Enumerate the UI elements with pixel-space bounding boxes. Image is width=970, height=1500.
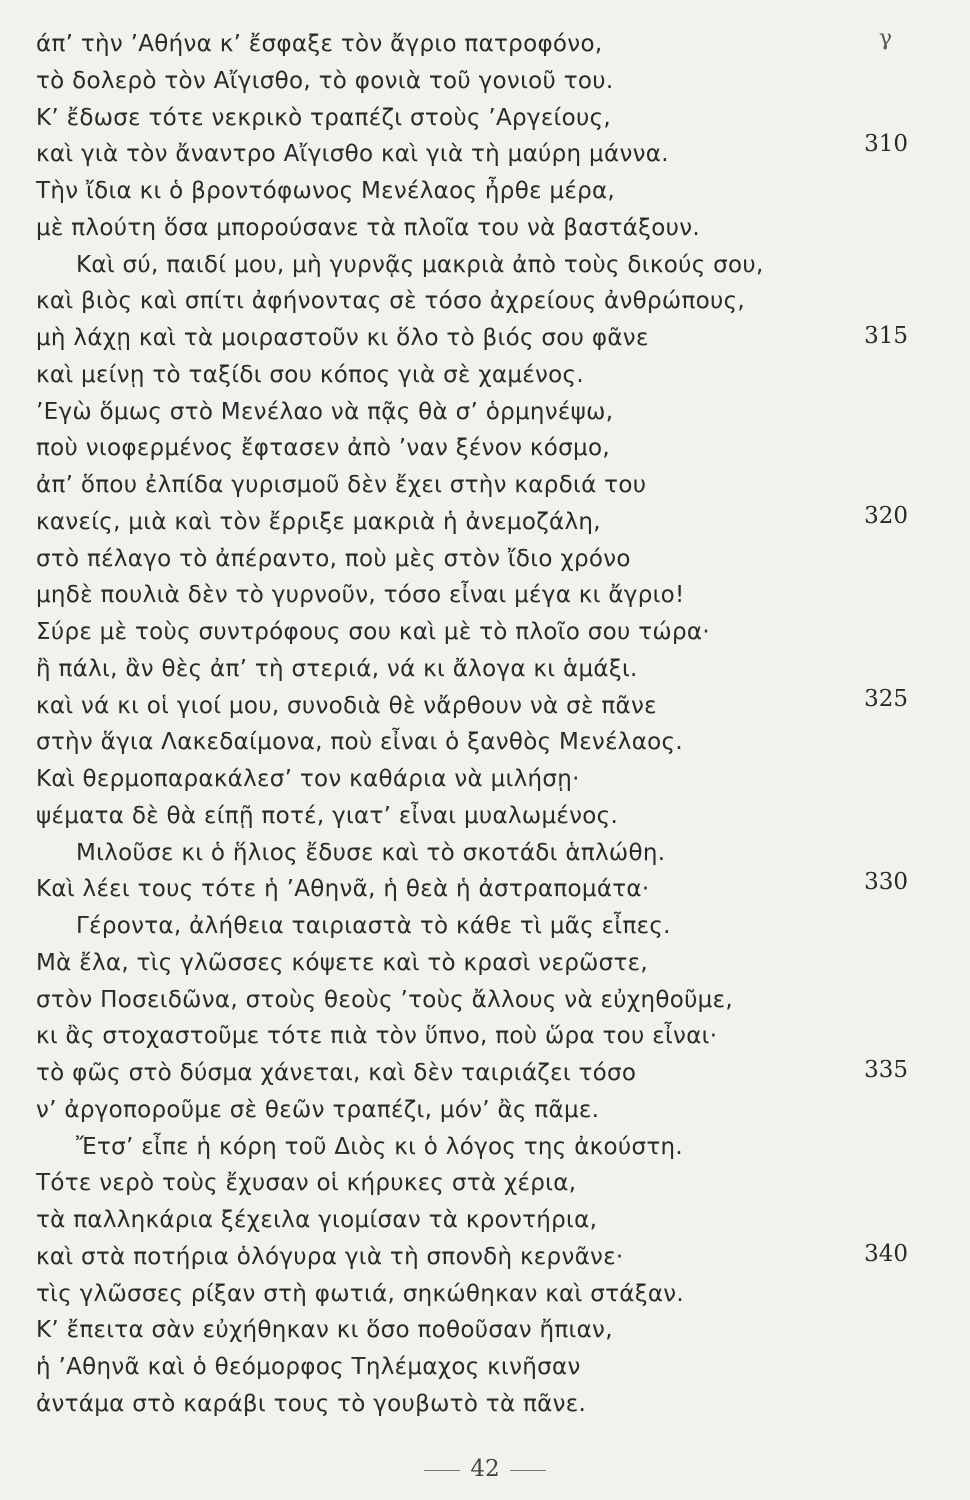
- poem-line: Κ’ ἔπειτα σὰν εὐχήθηκαν κι ὅσο ποθοῦσαν ἤπιαν,: [36, 1317, 613, 1343]
- poem-line: ψέματα δὲ θὰ είπῇ ποτέ, γιατ’ εἶναι μυαλωμένος.: [36, 803, 619, 829]
- poem-line: ’Εγὼ ὅμως στὸ Μενέλαο νὰ πᾷς θὰ σ’ ὁρμηνέψω,: [36, 399, 614, 425]
- poem-line: μὲ πλούτη ὅσα μπορούσανε τὰ πλοῖα του νὰ βαστάξουν.: [36, 215, 700, 241]
- line-number: 320: [864, 503, 908, 529]
- poem-line: τὶς γλῶσσες ρίξαν στὴ φωτιά, σηκώθηκαν καὶ στάξαν.: [36, 1281, 685, 1307]
- line-number: 325: [864, 686, 908, 712]
- poem-line: Καὶ λέει τους τότε ἡ ’Αθηνᾶ, ἡ θεὰ ἡ ἀστραπομάτα·: [36, 876, 650, 902]
- poem-line: Γέροντα, ἀλήθεια ταιριαστὰ τὸ κάθε τὶ μᾶς εἶπες.: [76, 913, 671, 939]
- footer-dash-left: [424, 1470, 460, 1471]
- poem-line: Καὶ θερμοπαρακάλεσ’ τον καθάρια νὰ μιλήσῃ·: [36, 766, 580, 792]
- poem-line: ἡ ’Αθηνᾶ καὶ ὁ θεόμορφος Τηλέμαχος κινῆσαν: [36, 1354, 581, 1380]
- poem-line: κι ἂς στοχαστοῦμε τότε πιὰ τὸν ὕπνο, ποὺ ὥρα του εἶναι·: [36, 1023, 718, 1049]
- poem-line: τὰ παλληκάρια ξέχειλα γιομίσαν τὰ κροντήρια,: [36, 1207, 598, 1233]
- poem-line: τὸ δολερὸ τὸν Αἴγισθο, τὸ φονιὰ τοῦ γονιοῦ του.: [36, 68, 614, 94]
- poem-line: τὸ φῶς στὸ δύσμα χάνεται, καὶ δὲν ταιριάζει τόσο: [36, 1060, 637, 1086]
- poem-line: Μιλοῦσε κι ὁ ἥλιος ἔδυσε καὶ τὸ σκοτάδι ἁπλώθη.: [76, 840, 666, 866]
- poem-line: καὶ βιὸς καὶ σπίτι ἀφήνοντας σὲ τόσο ἀχρείους ἀνθρώπους,: [36, 288, 746, 314]
- poem-line: άπ’ τὴν ’Αθήνα κ’ ἔσφαξε τὸν ἄγριο πατροφόνο,: [36, 31, 603, 57]
- poem-line: Ἔτσ’ εἶπε ἡ κόρη τοῦ Διὸς κι ὁ λόγος της ἀκούστη.: [76, 1134, 684, 1160]
- page-number-footer: [0, 1456, 970, 1482]
- poem-line: Τότε νερὸ τοὺς ἔχυσαν οἱ κήρυκες στὰ χέρια,: [36, 1170, 577, 1196]
- poem-line: καὶ νά κι οἱ γιοί μου, συνοδιὰ θὲ νἄρθουν νὰ σὲ πᾶνε: [36, 693, 657, 719]
- poem-line: στὴν ἅγια Λακεδαίμονα, ποὺ εἶναι ὁ ξανθὸς Μενέλαος.: [36, 729, 683, 755]
- poem-line: καὶ στὰ ποτήρια ὁλόγυρα γιὰ τὴ σπονδὴ κερνᾶνε·: [36, 1244, 624, 1270]
- poem-line: Σύρε μὲ τοὺς συντρόφους σου καὶ μὲ τὸ πλοῖο σου τώρα·: [36, 619, 710, 645]
- poem-line: καὶ μείνῃ τὸ ταξίδι σου κόπος γιὰ σὲ χαμένος.: [36, 362, 584, 388]
- poem-line: Καὶ σύ, παιδί μου, μὴ γυρνᾷς μακριὰ ἀπὸ τοὺς δικούς σου,: [76, 252, 764, 278]
- footer-dash-right: [510, 1470, 546, 1471]
- line-number: 340: [864, 1241, 908, 1267]
- poem-line: ἀπ’ ὅπου ἐλπίδα γυρισμοῦ δὲν ἔχει στὴν καρδιά του: [36, 472, 647, 498]
- line-number: 330: [864, 869, 908, 895]
- poem-line: Μὰ ἔλα, τὶς γλῶσσες κόψετε καὶ τὸ κρασὶ νερῶστε,: [36, 950, 649, 976]
- poem-line: στὸν Ποσειδῶνα, στοὺς θεοὺς ’τοὺς ἄλλους νὰ εὐχηθοῦμε,: [36, 987, 733, 1013]
- poem-line: ἢ πάλι, ἂν θὲς ἀπ’ τὴ στεριά, νά κι ἄλογα κι ἁμάξι.: [36, 656, 638, 682]
- line-number: 315: [864, 323, 908, 349]
- poem-line: Κ’ ἔδωσε τότε νεκρικὸ τραπέζι στοὺς ’Αργείους,: [36, 105, 612, 131]
- line-number: 335: [864, 1057, 908, 1083]
- poem-line: ἀντάμα στὸ καράβι τους τὸ γουβωτὸ τὰ πᾶνε.: [36, 1391, 587, 1417]
- poem-line: μηδὲ πουλιὰ δὲν τὸ γυρνοῦν, τόσο εἶναι μέγα κι ἄγριο!: [36, 582, 685, 608]
- poem-line: ν’ ἀργοποροῦμε σὲ θεῶν τραπέζι, μόν’ ἂς πᾶμε.: [36, 1097, 600, 1123]
- poem-line: ποὺ νιοφερμένος ἔφτασεν ἀπὸ ’ναν ξένον κόσμο,: [36, 435, 610, 461]
- corner-mark: γ: [878, 26, 892, 51]
- poem-line: καὶ γιὰ τὸν ἄναντρο Αἴγισθο καὶ γιὰ τὴ μαύρη μάννα.: [36, 141, 669, 167]
- poem-line: κανείς, μιὰ καὶ τὸν ἔρριξε μακριὰ ἡ ἀνεμοζάλη,: [36, 509, 601, 535]
- line-number: 310: [864, 131, 908, 157]
- page-number: 42: [470, 1456, 500, 1482]
- poem-line: στὸ πέλαγο τὸ ἀπέραντο, ποὺ μὲς στὸν ἴδιο χρόνο: [36, 546, 631, 572]
- poem-line: Τὴν ἴδια κι ὁ βροντόφωνος Μενέλαος ἦρθε μέρα,: [36, 178, 616, 204]
- poem-line: μὴ λάχῃ καὶ τὰ μοιραστοῦν κι ὅλο τὸ βιός σου φᾶνε: [36, 325, 649, 351]
